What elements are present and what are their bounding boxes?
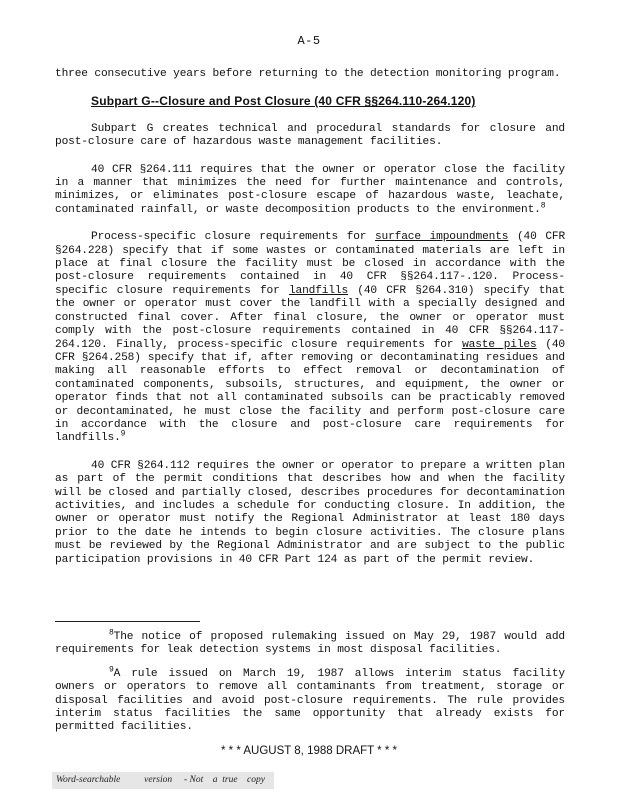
footnote-divider bbox=[55, 621, 200, 622]
footnote-9 bbox=[55, 665, 565, 735]
term-landfills: landfills bbox=[288, 284, 349, 297]
term-surface-impoundments: surface impoundments bbox=[374, 231, 509, 244]
page-number: A-5 bbox=[297, 34, 321, 48]
main-text bbox=[55, 68, 565, 581]
footnotes bbox=[55, 628, 565, 745]
searchable-version-stamp: Word-searchable version - Not a true copy bbox=[52, 772, 274, 789]
paragraph-2 bbox=[55, 164, 565, 218]
footnote-8-text: The notice of proposed rulemaking issued on May 29, 1987 would add requirements for leak detection systems in most disposal facilities. bbox=[55, 631, 565, 657]
intro-text: three consecutive years before returning to the detection monitoring program. bbox=[55, 68, 561, 80]
paragraph-2-text: 40 CFR §264.111 requires that the owner or operator close the facility in a manner that minimizes the need for further maintenance and controls, minimizes, or eliminates post-closure escape of hazardous waste, leachate, contaminated rainfall, or waste decomposition products to the environment. bbox=[55, 163, 565, 216]
heading-title: --Closure and Post Closure (40 CFR §§264.110-264.120) bbox=[150, 94, 476, 109]
footnote-ref-9: 9 bbox=[120, 429, 126, 439]
paragraph-4: 40 CFR §264.112 requires the owner or operator to prepare a written plan as part of the permit conditions that describes how and when the facility will be closed and partially closed, describes procedures for decontamination activities, and includes a schedule for conducting closure. In addition, the owner or operator must notify the Regional Administrator at least 180 days prior to the date he intends to begin closure activities. The closure plans must be reviewed by the Regional Administrator and are subject to the public participation provisions in 40 CFR Part 124 as part of the permit review. bbox=[55, 459, 565, 566]
paragraph-3-text-d: (40 CFR §264.258) specify that if, after removing or decontaminating residues and making all reasonable efforts to effect removal or decontamination of contaminated components, subsoils, structures, and equipment, the owner or operator finds that not all contaminated subsoils can be practicably removed or decontaminated, he must close the facility and perform post-closure care in accordance with the closure and post-closure care requirements for landfills. bbox=[55, 338, 565, 445]
section-heading bbox=[91, 95, 565, 108]
paragraph-3-text-b: (40 CFR §264.228) specify that if some wastes or contaminated materials are left in place at final closure the facility must be closed in accordance with the post-closure requirements contained in 40 CFR §§264.117-.120. Process-specific closure requirements for bbox=[55, 231, 566, 297]
paragraph-1: Subpart G creates technical and procedural standards for closure and post-closure care of hazardous waste management facilities. bbox=[55, 122, 565, 149]
draft-notice: * * * AUGUST 8, 1988 DRAFT * * * bbox=[221, 745, 397, 757]
footnote-8 bbox=[55, 628, 565, 658]
footnote-ref-8: 8 bbox=[540, 201, 546, 211]
footnote-9-mark: 9 bbox=[109, 665, 114, 675]
paragraph-3 bbox=[55, 231, 565, 446]
paragraph-3-text-a: Process-specific closure requirements for bbox=[91, 231, 375, 244]
footnote-8-mark: 8 bbox=[109, 628, 114, 638]
term-waste-piles: waste piles bbox=[462, 338, 537, 351]
footnote-9-text: A rule issued on March 19, 1987 allows interim status facility owners or operators to remove all contaminants from treatment, storage or disposal facilities and avoid post-closure requirements. The rule provides interim status facilities the same opportunity that already exists for permitted facilities. bbox=[55, 667, 565, 734]
paragraph-3-text-c: (40 CFR §264.310) specify that the owner or operator must cover the landfill with a specially designed and constructed final cover. After final closure, the owner or operator must comply with the post-closure requirements contained in 40 CFR §§264.117-264.120. Finally, process-specific closure requirements for bbox=[55, 284, 565, 351]
heading-subpart: Subpart G bbox=[91, 94, 151, 109]
